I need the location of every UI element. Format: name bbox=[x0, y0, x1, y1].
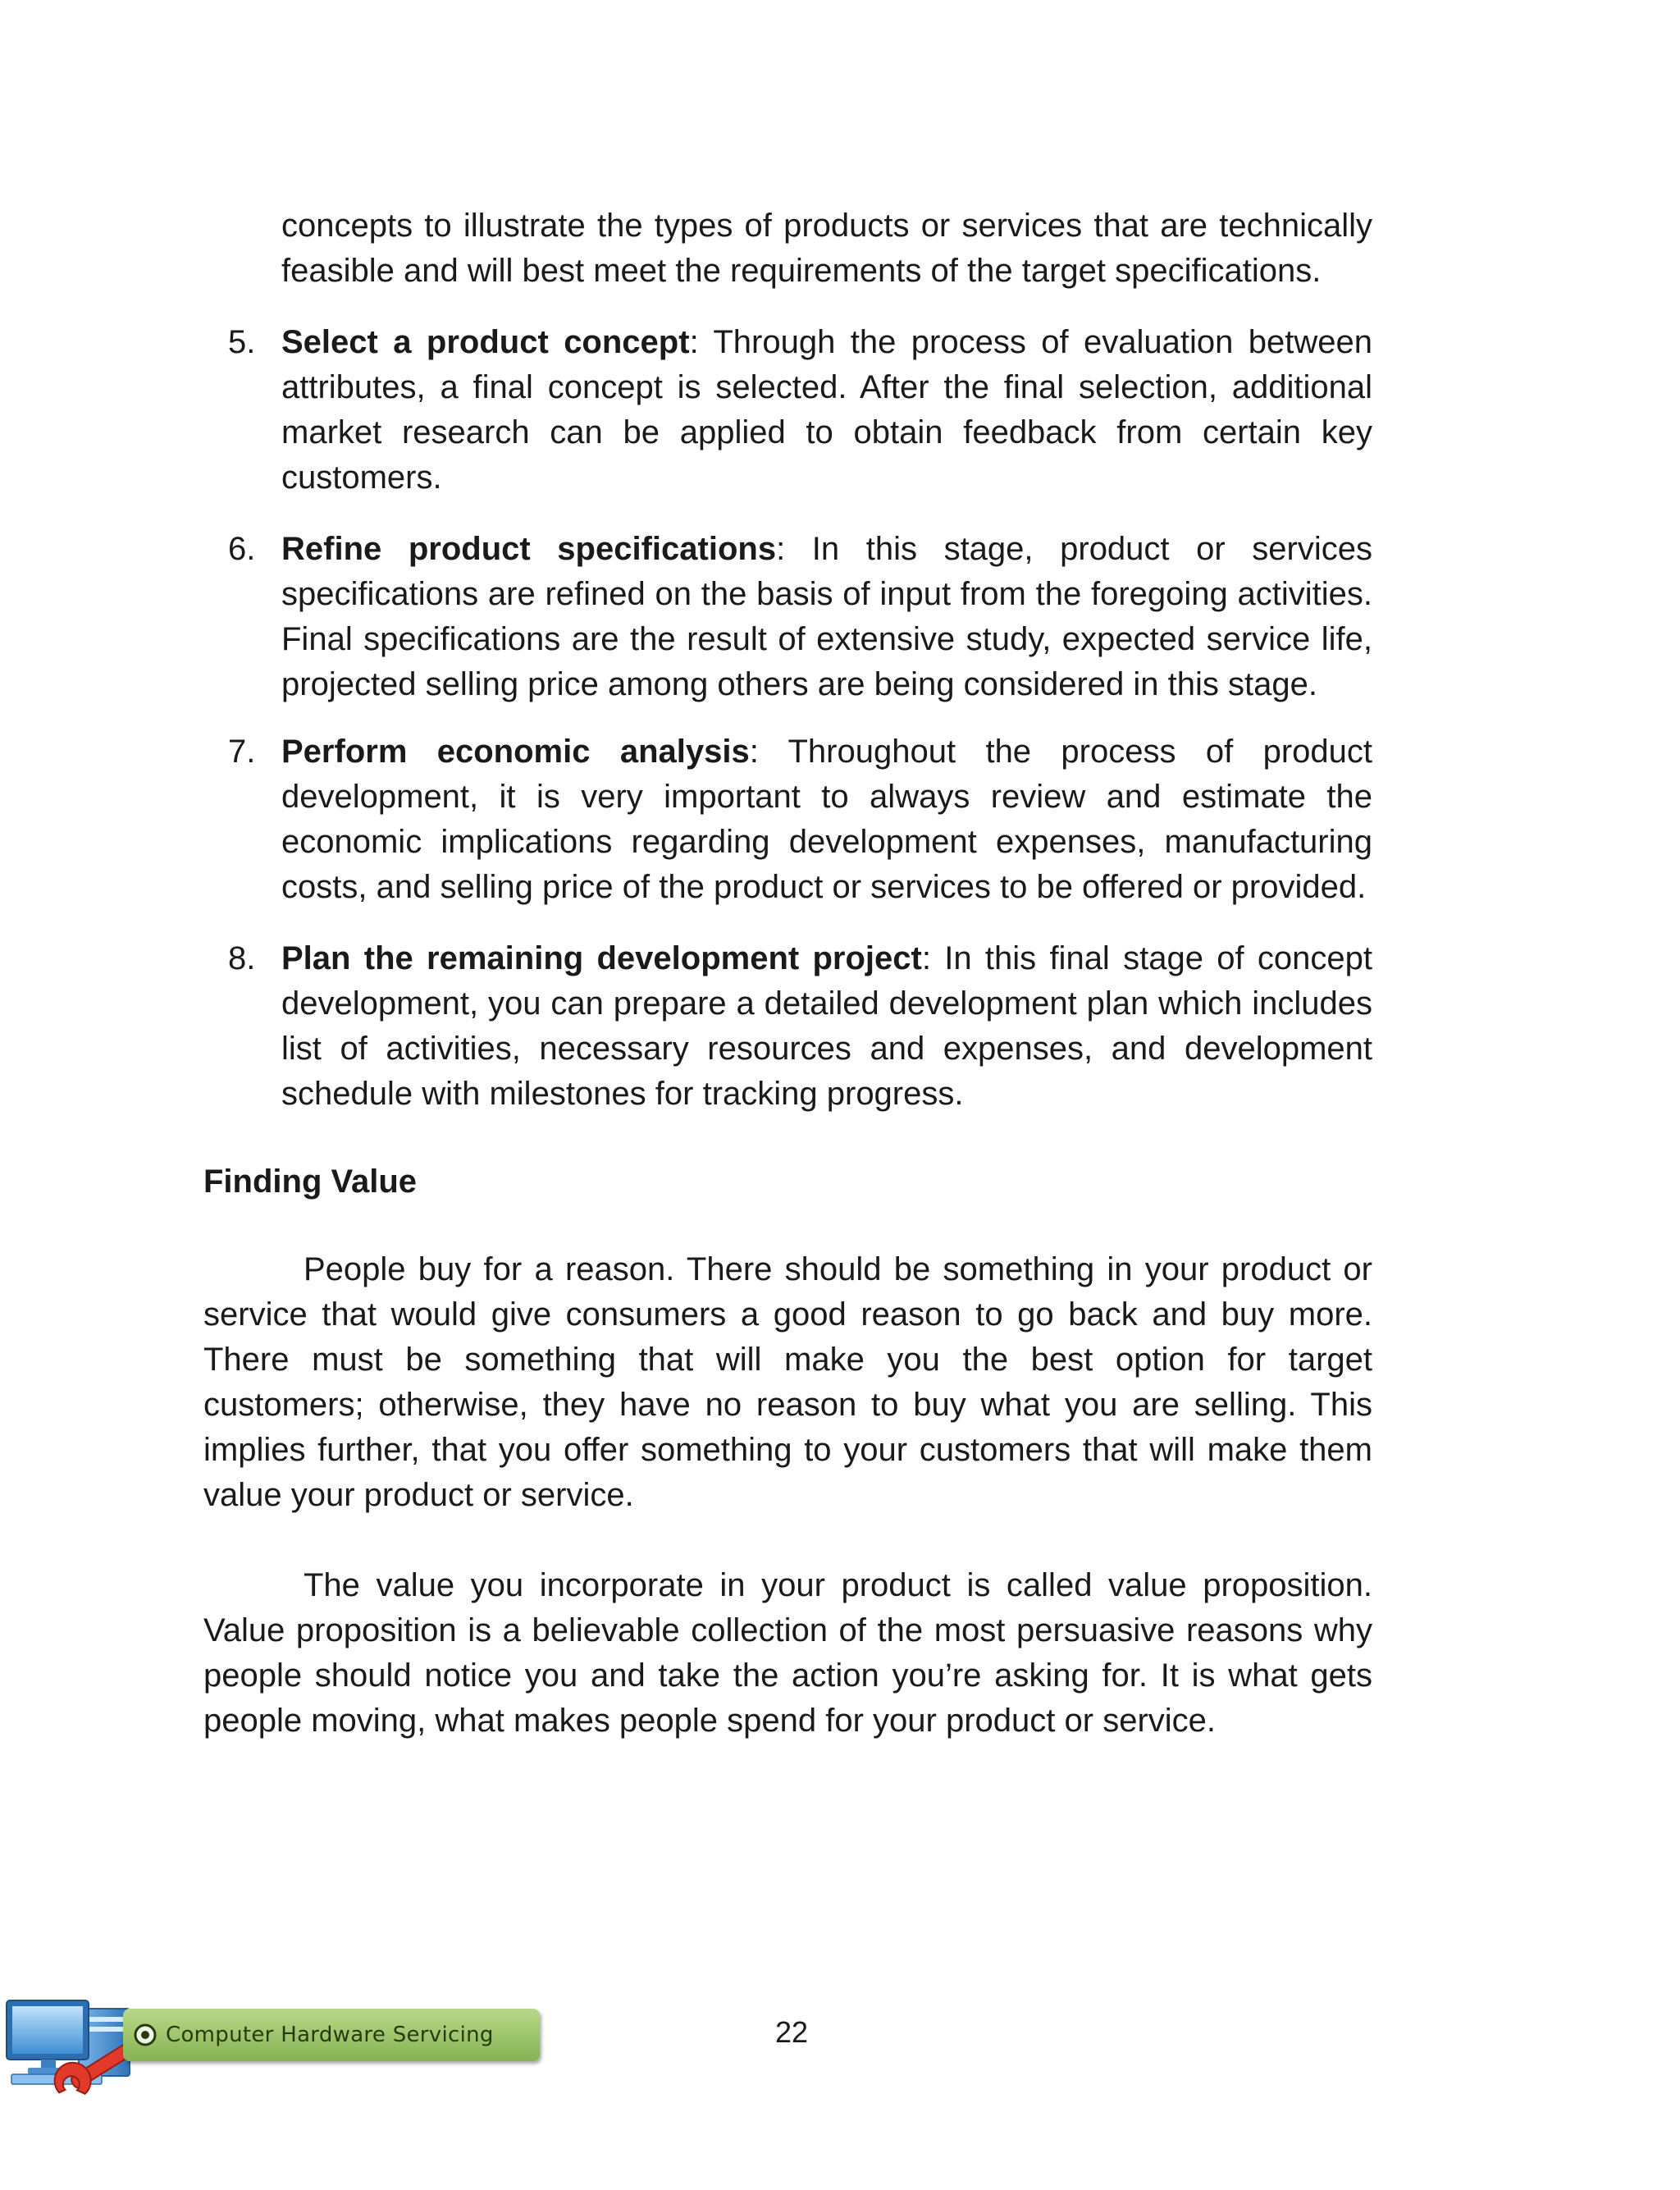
list-item-step-5 bbox=[203, 320, 1372, 501]
body-paragraph: The value you incorporate in your product is called value proposition. Value proposition is a believable collection of the most persuasive reasons why people should notice you and take the action you’re asking for. It is what gets people moving, what makes people spend for your product or service. bbox=[203, 1567, 1372, 1739]
list-item-step-8 bbox=[203, 936, 1372, 1117]
body-paragraph: People buy for a reason. There should be something in your product or service that would give consumers a good reason to go back and buy more. There must be something that will make you the best option for target customers; otherwise, they have no reason to buy what you are selling. This implies further, that you offer something to your customers that will make them value your product or service. bbox=[203, 1251, 1372, 1513]
list-number: 6. bbox=[228, 531, 256, 567]
gear-icon bbox=[131, 2021, 159, 2049]
step-term: Refine product specifications bbox=[281, 531, 777, 567]
step-term: Perform economic analysis bbox=[281, 734, 750, 770]
page-number: 22 bbox=[774, 2015, 809, 2049]
list-item-step-7 bbox=[203, 729, 1372, 910]
step-text: : In this final stage of concept development, you can prepare a detailed development plan which includes list of activities, necessary resources and expenses, and development schedule with milestones for tracking progress. bbox=[281, 940, 1372, 1112]
page-content bbox=[203, 203, 1372, 1744]
section-heading: Finding Value bbox=[203, 1164, 418, 1200]
step-text: : Throughout the process of product development, it is very important to always review and estimate the economic implications regarding development expenses, manufacturing costs, and selling price of the product or services to be offered or provided. bbox=[281, 734, 1372, 905]
footer-logo bbox=[3, 1992, 545, 2107]
list-number: 8. bbox=[228, 940, 256, 976]
step-text: : Through the process of evaluation between attributes, a final concept is selected. After the final selection, additional market research can be applied to obtain feedback from certain key customers. bbox=[281, 324, 1373, 496]
list-continuation: concepts to illustrate the types of products or services that are technically feasible and will best meet the requirements of the target specifications. bbox=[281, 208, 1372, 289]
step-text: : In this stage, product or services specifications are refined on the basis of input from the foregoing activities. Final specifications are the result of extensive study, expected service life, projected selling price among others are being considered in this stage. bbox=[281, 531, 1372, 702]
step-term: Plan the remaining development project bbox=[281, 940, 922, 976]
list-number: 7. bbox=[228, 734, 256, 770]
list-item-step-6 bbox=[203, 527, 1372, 707]
footer-banner bbox=[123, 2009, 540, 2061]
list-number: 5. bbox=[228, 324, 256, 360]
banner-title: Computer Hardware Servicing bbox=[166, 2023, 494, 2047]
step-term: Select a product concept bbox=[281, 324, 690, 360]
